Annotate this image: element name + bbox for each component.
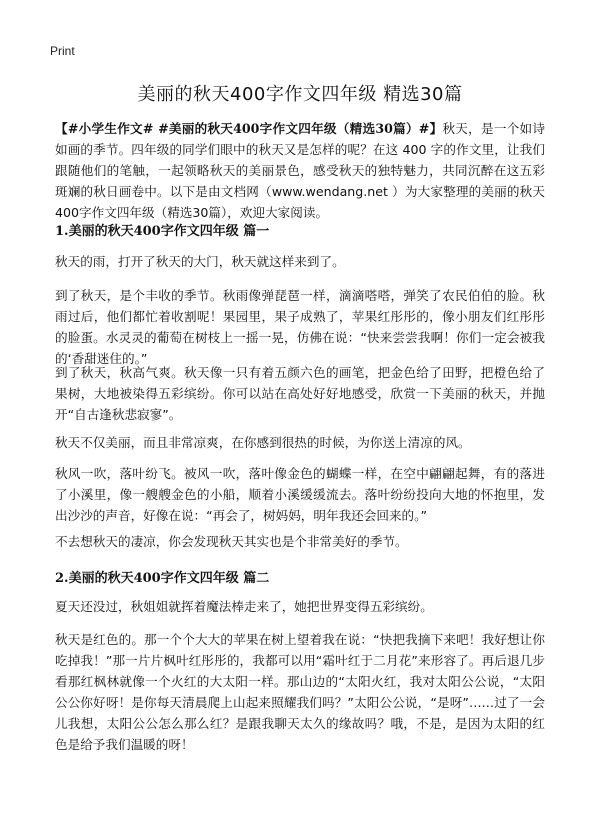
paragraph: 到了秋天，秋高气爽。秋天像一只有着五颜六色的画笔，把金色给了田野，把橙色给了果树，大地被染得五彩缤纷。你可以站在高处好好地感受，欣赏一下美丽的秋天，并抛开“自古逢秋悲寂寥”。 [55,365,545,422]
document-title: 美丽的秋天400字作文四年级 精选30篇 [137,84,463,105]
paragraph: 到了秋天，是个丰收的季节。秋雨像弹琵琶一样，滴滴嗒嗒，弹笑了农民伯伯的脸。秋雨过后，他们都忙着收割呢！果园里，果子成熟了，苹果红彤彤的，像小朋友们红彤彤的脸蛋。水灵灵的葡萄在树枝上一摇一晃，仿佛在说：“快来尝尝我啊！你们一定会被我的‘香甜迷住的。” [55,288,545,366]
paragraph: 不去想秋天的凄凉，你会发现秋天其实也是个非常美好的季节。 [55,534,408,549]
intro-tags: 【#小学生作文# #美丽的秋天400字作文四年级（精选30篇）#】 [55,121,443,136]
intro-paragraph [55,118,545,223]
paragraph: 夏天还没过，秋姐姐就挥着魔法棒走来了，她把世界变得五彩缤纷。 [55,599,433,614]
section-heading-2: 2.美丽的秋天400字作文四年级 篇二 [55,571,270,586]
paragraph: 秋天是红色的。那一个个大大的苹果在树上望着我在说：“快把我摘下来吧！我好想让你吃掉我！”那一片片枫叶红彤彤的，我都可以用“霜叶红于二月花”来形容了。再后退几步看那红枫林就像一个火红的大太阳一样。那山边的“太阳火红，我对太阳公公说，“太阳公公你好呀！是你每天清晨爬上山起来照耀我们吗？”太阳公公说，“是呀”……过了一会儿我想，太阳公公怎么那么红？是跟我聊天太久的缘故吗？哦，不是，是因为太阳的红色是给予我们温暖的呀！ [55,632,545,752]
paragraph: 秋风一吹，落叶纷飞。被风一吹，落叶像金色的蝴蝶一样，在空中翩翩起舞，有的落进了小溪里，像一艘艘金色的小船，顺着小溪缓缓流去。落叶纷纷投向大地的怀抱里，发出沙沙的声音，好像在说：“再会了，树妈妈，明年我还会回来的。” [55,466,545,523]
intro-text: 秋天，是一个如诗如画的季节。四年级的同学们眼中的秋天又是怎样的呢？在这 400 字的作文里，让我们跟随他们的笔触，一起领略秋天的美丽景色，感受秋天的独特魅力，共同沉醉在这五彩斑斓的秋日画卷中。以下是由文档网（www.wendang.net ）为大家整理的美丽的秋天400字作文四年级（精选30篇），欢迎大家阅读。 [55,121,545,220]
paragraph: 秋天不仅美丽，而且非常凉爽，在你感到很热的时候，为你送上清凉的风。 [55,435,471,450]
print-link[interactable]: Print [50,44,75,58]
section-heading-1: 1.美丽的秋天400字作文四年级 篇一 [55,224,270,239]
paragraph: 秋天的雨，打开了秋天的大门，秋天就这样来到了。 [55,254,345,269]
